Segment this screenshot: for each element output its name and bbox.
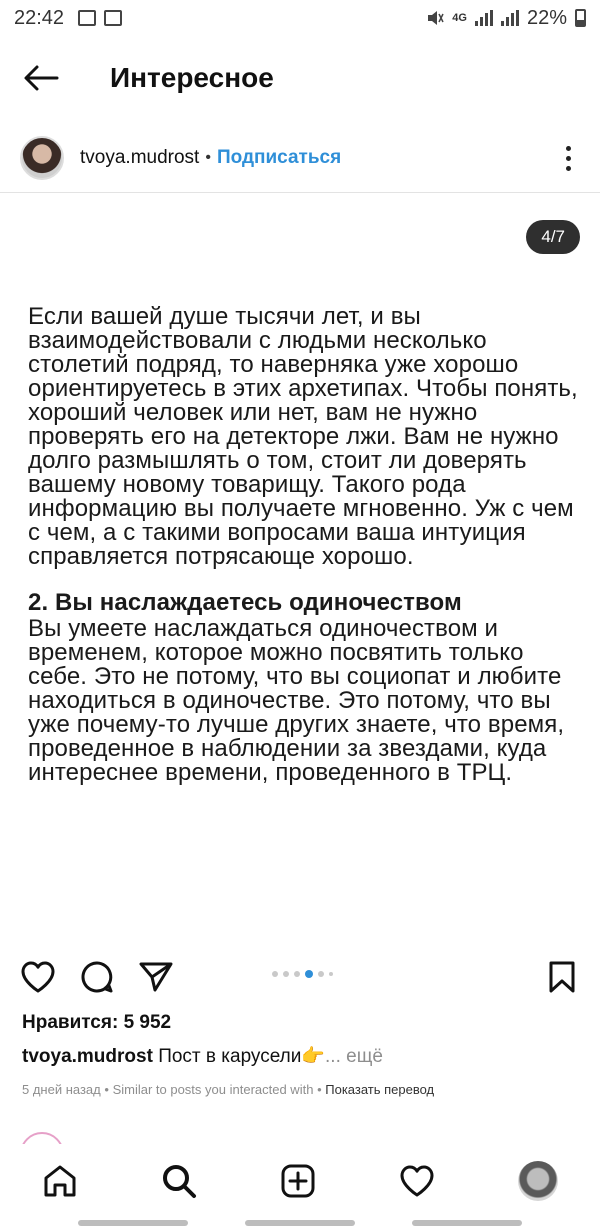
status-bar xyxy=(0,0,600,36)
caption-username[interactable]: tvoya.mudrost xyxy=(22,1046,153,1067)
slide-counter: 4/7 xyxy=(526,220,580,254)
check-notification-icon xyxy=(104,10,122,26)
comment-icon xyxy=(83,963,111,991)
nav-add-button[interactable] xyxy=(280,1163,316,1199)
carousel-slide[interactable] xyxy=(0,193,600,943)
gesture-bar-center xyxy=(245,1220,355,1226)
likes-count[interactable]: Нравится: 5 952 xyxy=(22,1012,172,1033)
more-dot xyxy=(566,166,571,171)
post-caption xyxy=(22,1044,582,1068)
like-button[interactable] xyxy=(20,960,56,994)
carousel-dot xyxy=(283,971,289,977)
signal-icon xyxy=(475,10,493,26)
home-icon xyxy=(46,1167,74,1195)
nav-activity-button[interactable] xyxy=(399,1164,435,1198)
slide-heading-2: 2. Вы наслаждаетесь одиночеством xyxy=(28,589,462,616)
bottom-navigation xyxy=(0,1144,600,1218)
post-username[interactable]: tvoya.mudrost xyxy=(80,147,200,168)
more-dot xyxy=(566,156,571,161)
meta-separator: • xyxy=(104,1082,109,1097)
arrow-left-icon xyxy=(23,64,59,92)
post-actions xyxy=(0,950,600,1002)
slide-paragraph-1: Если вашей душе тысячи лет, и вы взаимодействовали с людьми несколько столетий подряд, то наверняка уже хорошо ориентируетесь в этих архетипах. Чтобы понять, хороший человек или нет, вам не нужно проверять его на детекторе лжи. Вам не нужно долго размышлять о том, стоит ли доверять вашему новому товарищу. Такого рода информацию вы получаете мгновенно. Уж с чем с чем, а с такими вопросами ваша интуиция справляется потрясающе хорошо. xyxy=(28,303,578,570)
battery-icon xyxy=(575,9,586,27)
meta-separator: • xyxy=(317,1082,322,1097)
share-button[interactable] xyxy=(138,961,174,993)
carousel-dot xyxy=(294,971,300,977)
battery-percent: 22% xyxy=(526,6,567,29)
mute-icon xyxy=(426,9,444,27)
show-translation-link[interactable]: Показать перевод xyxy=(325,1082,435,1097)
carousel-dot xyxy=(318,971,324,977)
network-type: 4G xyxy=(452,12,467,24)
caption-text: Пост в карусели👉 xyxy=(158,1046,326,1067)
signal-2-icon xyxy=(501,10,519,26)
heart-icon xyxy=(23,963,53,991)
status-right xyxy=(426,7,586,30)
avatar[interactable] xyxy=(20,136,64,180)
post-meta xyxy=(22,1082,434,1097)
app-bar xyxy=(0,40,600,116)
back-button[interactable] xyxy=(6,43,76,113)
post-header xyxy=(0,128,600,188)
more-options-button[interactable] xyxy=(558,138,578,178)
post-time: 5 дней назад xyxy=(22,1082,101,1097)
slide-paragraph-2: Вы умеете наслаждаться одиночеством и временем, которое можно посвятить только себе. Это не потому, что вы социопат и любите находиться в одиночестве. Это потому, что вы уже почему-то лучше других знаете, что время, проведенное в наблюдении за звездами, куда интереснее времени, проведенного в ТРЦ. xyxy=(28,615,565,786)
caption-more-link[interactable]: ... ещё xyxy=(325,1046,383,1067)
gesture-bar-right xyxy=(412,1220,522,1226)
slide-text xyxy=(28,305,578,807)
carousel-dot xyxy=(272,971,278,977)
save-button[interactable] xyxy=(548,960,576,994)
comment-button[interactable] xyxy=(80,960,114,994)
page-title: Интересное xyxy=(110,62,274,93)
nav-profile-avatar[interactable] xyxy=(518,1161,558,1201)
follow-button[interactable]: Подписаться xyxy=(216,147,342,168)
recommendation-reason: Similar to posts you interacted with xyxy=(112,1082,314,1097)
next-post-peek xyxy=(20,1132,580,1144)
bookmark-icon xyxy=(551,963,573,991)
status-time: 22:42 xyxy=(14,6,65,29)
gallery-notification-icon xyxy=(78,10,96,26)
carousel-indicator xyxy=(272,970,333,978)
nav-home-button[interactable] xyxy=(42,1163,78,1199)
next-post-avatar xyxy=(20,1132,64,1144)
separator-dot: • xyxy=(205,149,211,166)
nav-search-button[interactable] xyxy=(161,1163,197,1199)
send-icon xyxy=(141,964,171,990)
carousel-dot-active xyxy=(305,970,313,978)
carousel-dot xyxy=(329,972,333,976)
more-vertical-icon xyxy=(566,146,571,151)
gesture-bar-left xyxy=(78,1220,188,1226)
heart-icon xyxy=(402,1167,432,1195)
